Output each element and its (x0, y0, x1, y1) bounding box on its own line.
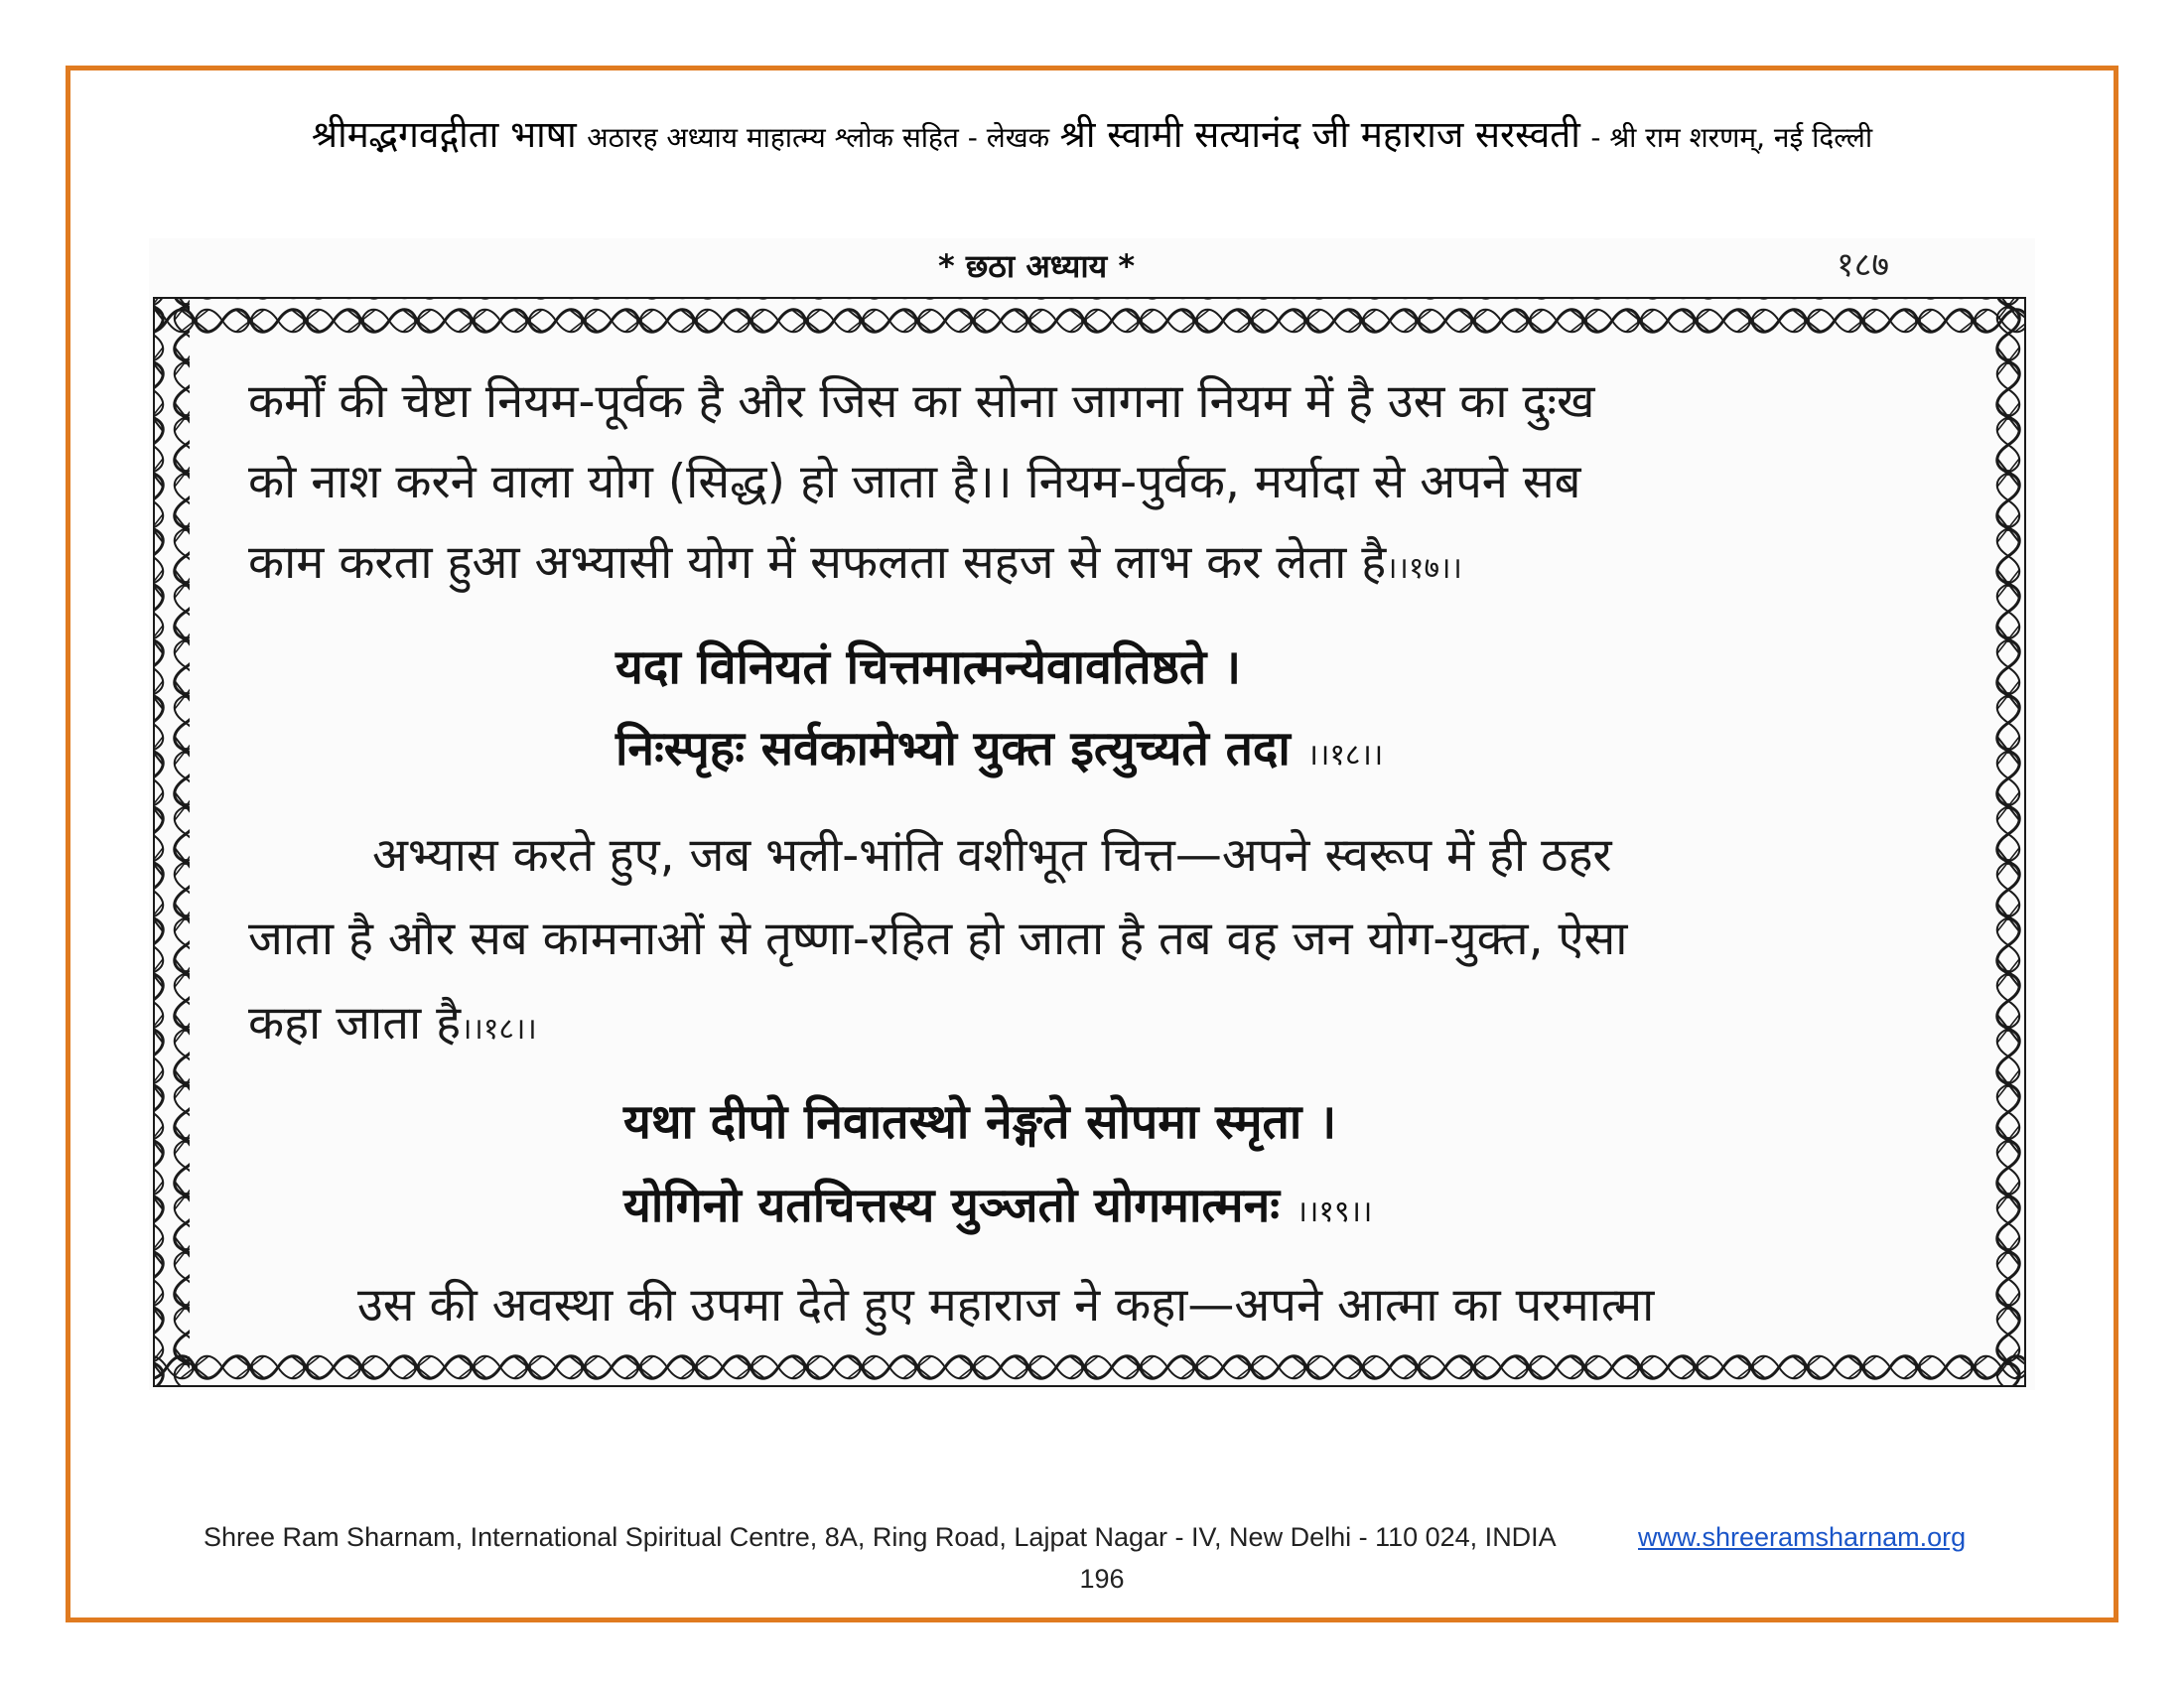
sanskrit-verse-line (615, 715, 1383, 779)
verse-text: निःस्पृहः सर्वकामेभ्यो युक्त इत्युच्यते तदा (615, 721, 1291, 776)
prose-text: काम करता हुआ अभ्यासी योग में सफलता सहज से लाभ कर लेता है (248, 535, 1387, 590)
verse-number: ।।१८।। (461, 1012, 537, 1047)
prose-line: अभ्यास करते हुए, जब भली-भांति वशीभूत चित्त—अपने स्वरूप में ही ठहर (372, 828, 1612, 883)
prose-line (248, 528, 1462, 592)
footer-address: Shree Ram Sharnam, International Spiritual Centre, 8A, Ring Road, Lajpat Nagar - IV, New Delhi - 110 024, INDIA (204, 1522, 1557, 1552)
verse-number: ।।१८।। (1306, 738, 1384, 773)
sanskrit-verse-line (623, 1172, 1372, 1236)
author-name: श्री स्वामी सत्यानंद जी महाराज सरस्वती (1059, 113, 1580, 156)
book-subtitle: अठारह अध्याय माहात्म्य श्लोक सहित - लेखक (587, 121, 1050, 154)
verse-number: ।।१७।। (1386, 551, 1462, 586)
prose-line: कर्मों की चेष्टा नियम-पूर्वक है और जिस का सोना जागना नियम में है उस का दुःख (248, 374, 1595, 429)
verse-text: योगिनो यतचित्तस्य युञ्जतो योगमात्मनः (623, 1178, 1280, 1233)
chapter-title: * छठा अध्याय * (938, 247, 1136, 285)
publisher-name: - श्री राम शरणम्, नई दिल्ली (1590, 121, 1873, 154)
footer-page-number: 196 (1079, 1564, 1125, 1594)
prose-line: जाता है और सब कामनाओं से तृष्णा-रहित हो जाता है तब वह जन योग-युक्त, ऐसा (248, 912, 1628, 966)
scan-page-number: १८७ (1837, 245, 1890, 285)
sanskrit-verse-line: यदा विनियतं चित्तमात्मन्येवावतिष्ठते । (615, 639, 1242, 695)
verse-number: ।।१९।। (1296, 1195, 1373, 1229)
prose-line: को नाश करने वाला योग (सिद्ध) हो जाता है।। नियम-पुर्वक, मर्यादा से अपने सब (248, 455, 1581, 509)
prose-line (248, 989, 537, 1053)
prose-text: कहा जाता है (248, 996, 462, 1051)
website-link[interactable]: www.shreeramsharnam.org (1638, 1522, 1967, 1552)
prose-line: उस की अवस्था की उपमा देते हुए महाराज ने कहा—अपने आत्मा का परमात्मा (357, 1278, 1655, 1333)
sanskrit-verse-line: यथा दीपो निवातस्थो नेङ्गते सोपमा स्मृता । (623, 1094, 1337, 1150)
book-title: श्रीमद्भगवद्गीता भाषा (311, 113, 577, 156)
